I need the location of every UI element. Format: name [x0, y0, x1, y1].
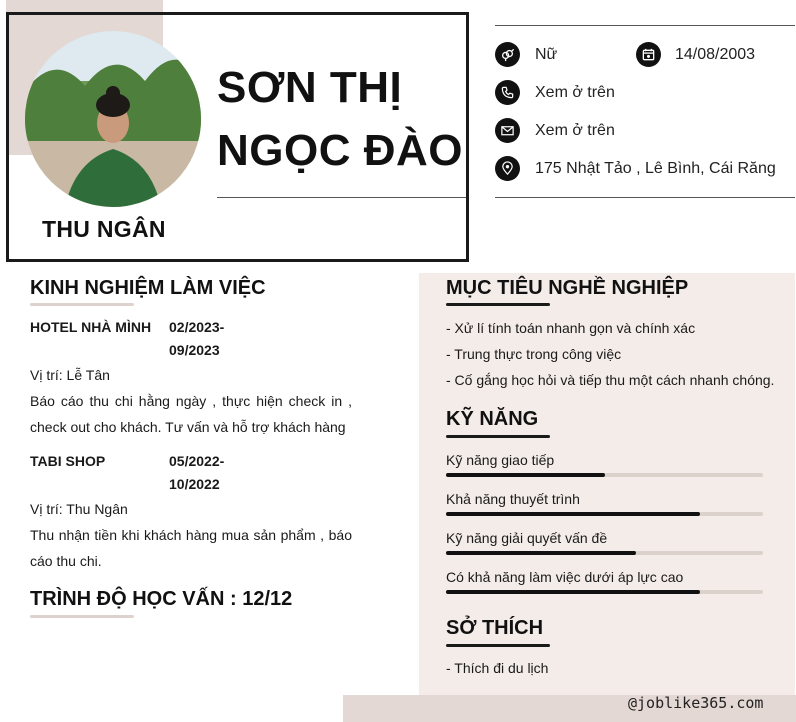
skill-bar-track: [446, 473, 763, 477]
skill-bar-fill: [446, 551, 636, 555]
skill-label: Khả năng thuyết trình: [446, 491, 580, 507]
envelope-icon: [495, 118, 520, 143]
gender-icon: [495, 42, 520, 67]
name-divider: [217, 197, 466, 198]
skill-label: Kỹ năng giao tiếp: [446, 452, 555, 468]
job-description-line: check out cho khách. Tư vấn và hỗ trợ khách hàng: [30, 419, 346, 435]
hobbies-underline: [446, 644, 550, 647]
full-name: [217, 56, 463, 182]
skills-title: KỸ NĂNG: [446, 408, 539, 430]
phone-text: Xem ở trên: [535, 84, 615, 101]
calendar-icon: [636, 42, 661, 67]
job-description-line: cáo thu chi.: [30, 553, 102, 569]
skills-underline: [446, 435, 550, 438]
education-title: TRÌNH ĐỘ HỌC VẤN : 12/12: [30, 588, 293, 610]
education-underline: [30, 615, 134, 618]
job-description-line: Thu nhận tiền khi khách hàng mua sản phẩm , báo: [30, 527, 352, 543]
objective-item: - Trung thực trong công việc: [446, 346, 622, 362]
address-text: 175 Nhật Tảo , Lê Bình, Cái Răng: [535, 160, 776, 177]
contact-divider-top: [495, 25, 795, 26]
job-description-line: Báo cáo thu chi hằng ngày , thực hiện check in ,: [30, 393, 352, 409]
objective-underline: [446, 303, 550, 306]
experience-underline: [30, 303, 134, 306]
job-date-end: 09/2023: [169, 342, 220, 358]
skill-bar-fill: [446, 512, 700, 516]
gender-text: Nữ: [535, 46, 558, 63]
job-company: HOTEL NHÀ MÌNH: [30, 319, 152, 335]
skill-bar-track: [446, 590, 763, 594]
name-line-1: SƠN THỊ: [217, 63, 403, 112]
skill-bar-track: [446, 551, 763, 555]
contact-divider-bottom: [495, 197, 795, 198]
skill-bar-fill: [446, 473, 605, 477]
job-title: THU NGÂN: [42, 216, 166, 242]
name-line-2: NGỌC ĐÀO: [217, 126, 463, 175]
experience-title: KINH NGHIỆM LÀM VIỆC: [30, 277, 266, 299]
job-date-start: 05/2022-: [169, 453, 225, 469]
avatar: [25, 31, 201, 207]
job-date-end: 10/2022: [169, 476, 220, 492]
email-text: Xem ở trên: [535, 122, 615, 139]
job-date-start: 02/2023-: [169, 319, 225, 335]
birthday-text: 14/08/2003: [675, 46, 756, 63]
objective-item: - Xử lí tính toán nhanh gọn và chính xác: [446, 320, 696, 336]
hobbies-title: SỞ THÍCH: [446, 617, 544, 639]
avatar-photo: [25, 31, 201, 207]
objective-title: MỤC TIÊU NGHỀ NGHIỆP: [446, 277, 689, 299]
phone-icon: [495, 80, 520, 105]
hobby-item: - Thích đi du lịch: [446, 660, 549, 676]
skill-label: Có khả năng làm việc dưới áp lực cao: [446, 569, 684, 585]
job-position: Vị trí: Lễ Tân: [30, 367, 110, 383]
footer-watermark: @joblike365.com: [628, 694, 764, 712]
skill-bar-fill: [446, 590, 700, 594]
location-pin-icon: [495, 156, 520, 181]
job-position: Vị trí: Thu Ngân: [30, 501, 128, 517]
objective-item: - Cố gắng học hỏi và tiếp thu một cách nhanh chóng.: [446, 372, 775, 388]
job-company: TABI SHOP: [30, 453, 106, 469]
skill-label: Kỹ năng giải quyết vấn đề: [446, 530, 608, 546]
skill-bar-track: [446, 512, 763, 516]
